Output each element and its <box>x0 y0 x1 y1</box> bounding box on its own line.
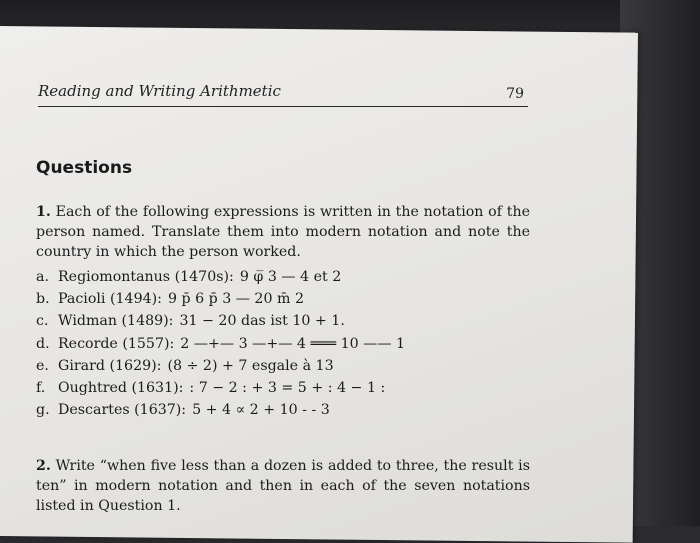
list-item <box>36 399 526 421</box>
item-name: Regiomontanus (1470s): <box>58 269 234 285</box>
question-2 <box>36 456 530 516</box>
item-name: Recorde (1557): <box>58 335 175 352</box>
question-2-number: 2. <box>36 458 51 474</box>
section-heading: Questions <box>36 158 133 178</box>
question-1-number: 1. <box>36 204 51 220</box>
item-label: d. <box>36 335 50 352</box>
list-item <box>36 310 526 332</box>
list-item <box>36 266 526 288</box>
list-item <box>36 288 526 310</box>
item-expression: 5 + 4 ∝ 2 + 10 - - 3 <box>192 402 330 419</box>
list-item <box>36 377 526 399</box>
list-item <box>36 333 526 355</box>
question-2-text: Write “when five less than a dozen is added to three, the result is ten” in modern notation and then in each of the seven notations listed in Question 1. <box>36 458 530 514</box>
item-expression: (8 ÷ 2) + 7 esgale à 13 <box>167 357 334 374</box>
item-label: a. <box>36 269 49 285</box>
question-1 <box>36 202 530 262</box>
item-label: c. <box>36 313 49 330</box>
item-expression: 9 φ̅ 3 — 4 et 2 <box>239 269 342 285</box>
item-expression: 31 − 20 das ist 10 + 1. <box>179 313 345 330</box>
item-name: Girard (1629): <box>58 357 162 374</box>
expression-list <box>36 266 526 421</box>
running-title: Reading and Writing Arithmetic <box>38 82 281 100</box>
item-label: g. <box>36 402 50 419</box>
item-expression: 9 p̄ 6 p̄ 3 — 20 m̄ 2 <box>167 291 304 308</box>
page-number: 79 <box>506 86 524 102</box>
item-name: Descartes (1637): <box>58 402 187 419</box>
list-item <box>36 355 526 377</box>
item-name: Pacioli (1494): <box>58 291 162 308</box>
item-expression: : 7 − 2 : + 3 = 5 + : 4 − 1 : <box>189 380 386 397</box>
item-label: f. <box>36 380 46 397</box>
item-name: Oughtred (1631): <box>58 380 184 397</box>
item-label: b. <box>36 291 50 308</box>
item-name: Widman (1489): <box>58 313 174 330</box>
item-expression: 2 —+— 3 —+— 4 ═══ 10 —— 1 <box>180 335 406 352</box>
question-1-text: Each of the following expressions is written in the notation of the person named. Translate them into modern notation and note the country in which the person worked. <box>36 204 530 260</box>
item-label: e. <box>36 357 49 374</box>
running-head <box>38 82 528 107</box>
